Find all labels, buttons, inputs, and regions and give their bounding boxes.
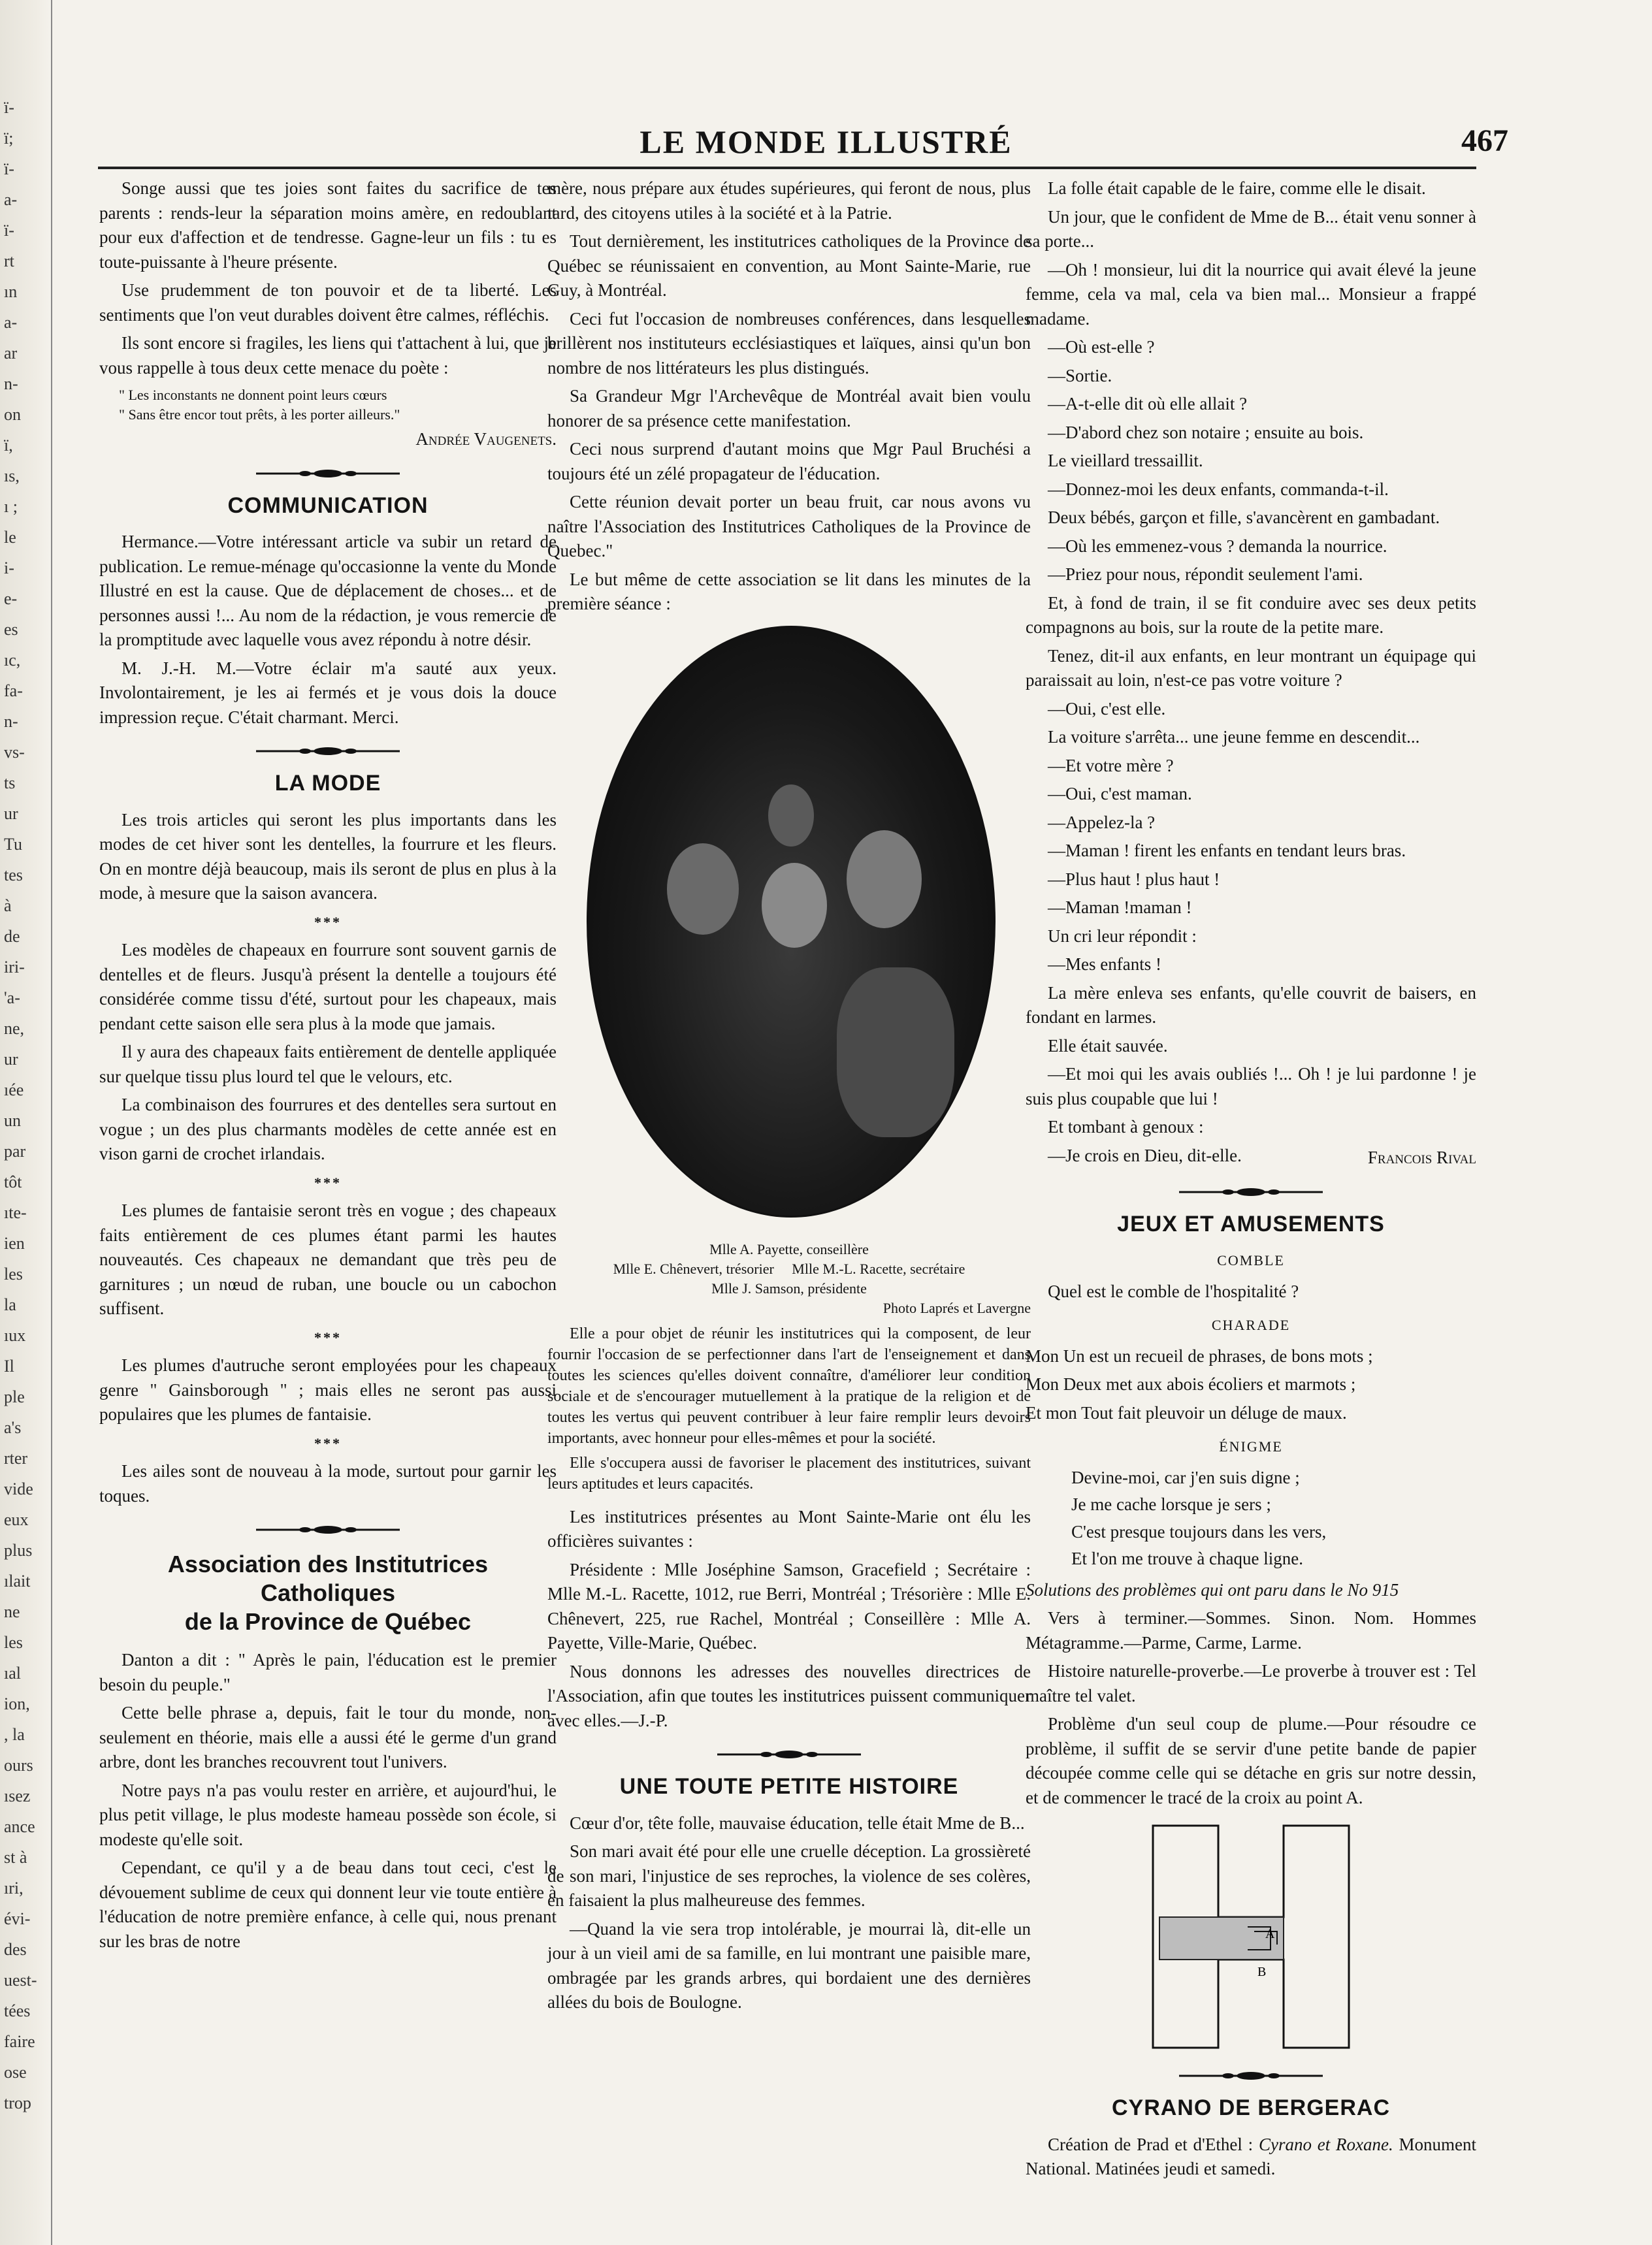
edge-fragment: ıs, [4,466,20,485]
section-title-jeux: JEUX ET AMUSEMENTS [1117,1211,1385,1236]
story-paragraph: —Où est-elle ? [1048,337,1155,357]
story-paragraph: —Où les emmenez-vous ? demanda la nourrice. [1048,536,1387,556]
ornament-divider [717,1750,861,1759]
group-photograph [551,626,1028,1233]
photo-credit: Photo Laprés et Lavergne [883,1299,1031,1316]
story-paragraph: Et tombant à genoux : [1048,1117,1204,1137]
story-paragraph: La voiture s'arrêta... une jeune femme en descendit... [1048,727,1420,747]
edge-fragment: ıte- [4,1203,27,1222]
edge-fragment: Il [4,1357,14,1376]
paragraph: Ceci fut l'occasion de nombreuses conférences, dans lesquelles brillèrent nos instituteurs ecclésiastiques et laïques, ainsi qu'un bon nombre de nos littérateurs les plus distingués. [547,308,1031,378]
caption-line: Mlle A. Payette, conseillère [709,1240,869,1257]
ornament-divider [256,1525,400,1534]
edge-fragment: les [4,1633,23,1652]
paragraph: —Quand la vie sera trop intolérable, je mourrai là, dit-elle un jour à un vieil ami de sa famille, en lui montrant une paisible mare, ombragée par les grands arbres, qui bordaient une des dernières allées du bois de Boulogne. [547,1918,1031,2012]
paragraph: Nous donnons les adresses des nouvelles directrices de l'Association, afin que toutes les institutrices puissent communiquer avec elles.—J.-P. [547,1661,1031,1730]
solutions-heading: Solutions des problèmes qui ont paru dans le No 915 [1026,1579,1399,1600]
edge-fragment: a- [4,313,18,332]
story-paragraph: Un jour, que le confident de Mme de B... était venu sonner à sa porte... [1026,206,1476,251]
ornament-divider [1179,2071,1323,2080]
paragraph: Danton a dit : " Après le pain, l'éducation est le premier besoin du peuple." [99,1650,557,1694]
edge-fragment: ıc, [4,651,21,670]
edge-fragment: eux [4,1510,29,1529]
verse-line: C'est presque toujours dans les vers, [1071,1521,1327,1542]
story-paragraph: —Donnez-moi les deux enfants, commanda-t-il. [1048,479,1389,499]
edge-fragment: ion, [4,1694,30,1713]
edge-fragment: ï- [4,98,14,117]
paragraph: mère, nous prépare aux études supérieures, qui feront de nous, plus tard, des citoyens utiles à la société et à la Patrie. [547,178,1031,223]
story-paragraph: —Maman ! firent les enfants en tendant leurs bras. [1048,841,1406,860]
caption-line: Mlle J. Samson, présidente [711,1280,867,1297]
edge-fragment: ien [4,1234,25,1253]
edge-fragment: tes [4,865,23,884]
paragraph: M. J.-H. M.—Votre éclair m'a sauté aux yeux. Involontairement, je les ai fermés et je vous dois la douce impression reçue. C'était charmant. Merci. [99,658,557,727]
paragraph: Vers à terminer.—Sommes. Sinon. Nom. Hommes Métagramme.—Parme, Carme, Larme. [1026,1608,1476,1653]
edge-fragment: vs- [4,743,25,762]
story-signature: Francois Rival [1367,1148,1476,1167]
cyrano-text-prefix: Création de Prad et d'Ethel : [1048,2134,1254,2154]
story-paragraph: Deux bébés, garçon et fille, s'avancèrent en gambadant. [1048,508,1440,527]
story-continuation [1026,176,1476,1168]
photo-caption [547,1240,1031,1318]
portrait-dress [837,967,954,1137]
paragraph: Cette belle phrase a, depuis, fait le tour du monde, non-seulement en théorie, mais elle a aussi été le germe d'un grand arbre, dont les branches recouvrent tout l'univers. [99,1703,557,1771]
edge-fragment: ıée [4,1080,24,1099]
edge-fragment: les [4,1265,23,1284]
paragraph: Sa Grandeur Mgr l'Archevêque de Montréal avait bien voulu honorer de sa présence cette manifestation. [547,386,1031,430]
edge-fragment: ts [4,773,16,792]
oval-photo-frame [587,626,996,1218]
edge-fragment: trop [4,2093,31,2112]
enigme-verse [1026,1466,1476,1572]
association-minutes [547,1323,1031,1494]
paragraph: Use prudemment de ton pouvoir et de ta liberté. Les sentiments que l'on veut durables doivent être calmes, réfléchis. [99,280,557,325]
verse-line: Mon Deux met aux abois écoliers et marmots ; [1026,1374,1356,1394]
section-title-association [99,1550,557,1636]
title-line: de la Province de Québec [184,1608,472,1635]
edge-fragment: tôt [4,1172,22,1191]
story-paragraph: La folle était capable de le faire, comme elle le disait. [1048,178,1426,198]
paragraph: Notre pays n'a pas voulu rester en arrière, et aujourd'hui, le plus petit village, le plus modeste hameau possède son école, si modeste qu'elle soit. [99,1780,557,1849]
charade-verse [1026,1344,1476,1426]
separator-stars: *** [314,1434,342,1451]
paragraph: Cependant, ce qu'il y a de beau dans tout ceci, c'est le dévouement sublime de ceux qui donnent leur vie toute entière à l'éducation de notre première enfance, à celle qui, nous prenant sur les bras de notre [99,1858,557,1951]
verse-line: Et l'on me trouve à chaque ligne. [1071,1549,1303,1568]
edge-fragment: a's [4,1418,22,1437]
edge-fragment: ısez [4,1786,31,1805]
section-title-histoire: UNE TOUTE PETITE HISTOIRE [619,1774,959,1799]
quote-line: " Les inconstants ne donnent point leurs cœurs [119,387,387,403]
story-paragraph: —Je crois en Dieu, dit-elle. [1048,1145,1242,1165]
separator-stars: *** [314,1174,342,1191]
edge-fragment: ne, [4,1019,25,1038]
column-1 [99,176,557,1958]
riddle-text: Quel est le comble de l'hospitalité ? [1048,1281,1299,1301]
edge-fragment: faire [4,2032,35,2051]
edge-fragment: ar [4,344,18,363]
quote-line: " Sans être encor tout prêts, à les porter ailleurs." [119,406,400,423]
adjacent-page-edge [0,0,52,2245]
edge-fragment: ple [4,1387,25,1406]
edge-fragment: a- [4,190,18,209]
paragraph: Son mari avait été pour elle une cruelle déception. La grossièreté de son mari, l'injustice de ses reproches, la violence de ses colères, en faisaient la plus malheureuse des femmes. [547,1841,1031,1910]
edge-fragment: on [4,405,21,424]
edge-fragment: i- [4,558,14,577]
edge-fragment: des [4,1940,27,1959]
story-paragraph: —Oh ! monsieur, lui dit la nourrice qui avait élevé la jeune femme, cela va mal, cela va bien mal... Monsieur a frappé madame. [1026,259,1476,329]
column-3 [1026,176,1476,2186]
page-number: 467 [1461,123,1508,158]
story-paragraph: —Mes enfants ! [1048,954,1161,974]
subhead-charade: CHARADE [1211,1317,1291,1333]
paragraph: Songe aussi que tes joies sont faites du sacrifice de tes parents : rends-leur la séparation moins amère, en redoublant pour eux d'affection et de tendresse. Gagne-leur un fils : tu es toute-puissante à l'heure présente. [99,178,557,272]
edge-fragment: le [4,528,16,547]
edge-fragment: ne [4,1602,20,1621]
edge-fragment: iri- [4,958,25,977]
edge-fragment: fa- [4,681,23,700]
story-paragraph: —Et moi qui les avais oubliés !... Oh ! je lui pardonne ! je suis plus coupable que lui ! [1026,1064,1476,1108]
edge-fragment: ıri, [4,1879,24,1898]
ornament-divider [1179,1187,1323,1197]
paragraph: Hermance.—Votre intéressant article va subir un retard de publication. Le remue-ménage qu'occasionne la vente du Monde Illustré en est la cause. Que de déplacement de choses... et de personnes aussi !... Au nom de la rédaction, je vous remercie de la promptitude avec laquelle vous avez répondu à notre désir. [99,532,557,649]
paragraph: Tout dernièrement, les institutrices catholiques de la Province de Québec se réunissaient en convention, au Mont Sainte-Marie, rue Guy, à Montréal. [547,231,1031,300]
paragraph: Elle a pour objet de réunir les institutrices qui la composent, de leur fournir l'occasion de se perfectionner dans l'art de l'enseignement et dans toutes les sciences qu'elles doivent connaître, d'améliorer leur condition sociale et de s'encourager mutuellement à la pratique de la religion et de toutes les vertus qui peuvent contribuer à leur faire remplir leurs devoirs importants, avec honneur pour elles-mêmes et pour la société. [547,1325,1031,1447]
masthead-title: LE MONDE ILLUSTRÉ [640,123,1012,160]
story-paragraph: Tenez, dit-il aux enfants, en leur montrant un équipage qui paraissait au loin, n'est-ce pas votre voiture ? [1026,645,1476,690]
edge-fragment: rt [4,251,14,270]
paragraph: Cœur d'or, tête folle, mauvaise éducation, telle était Mme de B... [570,1813,1025,1833]
edge-fragment: un [4,1111,21,1130]
cyrano-text [1026,2133,1476,2182]
story-paragraph: —Plus haut ! plus haut ! [1048,869,1220,889]
diagram-label-a: A [1265,1927,1275,1941]
cyrano-text-suffix: Monument National. Matinées jeudi et samedi. [1026,2134,1477,2178]
paragraph: Ceci nous surprend d'autant moins que Mgr Paul Bruchési a toujours été un zélé propagateur de l'éducation. [547,439,1031,483]
story-paragraph: Et, à fond de train, il se fit conduire avec ses deux petits compagnons au bois, sur la route de la petite mare. [1026,592,1476,637]
story-paragraph: —Sortie. [1048,365,1112,385]
edge-fragment: ours [4,1756,33,1775]
edge-fragment: uest- [4,1971,37,1990]
edge-fragment: ance [4,1817,35,1836]
edge-fragment: à [4,896,12,915]
paragraph: Elle s'occupera aussi de favoriser le placement des institutrices, suivant leurs aptitudes et leurs capacités. [547,1454,1031,1493]
story-paragraph: —A-t-elle dit où elle allait ? [1048,394,1248,413]
edge-fragment: rter [4,1449,28,1468]
edge-fragment: ı ; [4,497,18,516]
edge-fragment: n- [4,712,18,731]
paragraph: Les modèles de chapeaux en fourrure sont souvent garnis de dentelles et de fleurs. Jusqu'à présent la dentelle a toujours été considérée comme tissu d'été, surtout pour les chapeaux, mais pendant cette saison elle sera plus à la mode que jamais. [99,940,557,1033]
edge-fragment: ur [4,804,18,823]
intro-text [99,176,557,380]
portrait-face [768,784,814,847]
paragraph: Les plumes d'autruche seront employées pour les chapeaux genre " Gainsborough " ; mais elles ne seront pas aussi populaires que les plumes de fantaisie. [99,1355,557,1424]
subhead-enigme: ÉNIGME [1219,1438,1283,1455]
edge-fragment: ï, [4,436,13,455]
verse-line: Et mon Tout fait pleuvoir un déluge de maux. [1026,1402,1347,1423]
ornament-divider [256,469,400,478]
edge-fragment: e- [4,589,18,608]
verse-line: Je me cache lorsque je sers ; [1071,1494,1271,1514]
story-paragraph: —Oui, c'est maman. [1048,784,1192,803]
paragraph: Les trois articles qui seront les plus importants dans les modes de cet hiver sont les dentelles, la fourrure et les fleurs. On en montre déjà beaucoup, mais ils seront de plus en plus à la mode, à mesure que la saison avancera. [99,809,557,903]
story-paragraph: —Maman !maman ! [1048,897,1192,917]
edge-fragment: ılait [4,1572,31,1591]
story-paragraph: —Oui, c'est elle. [1048,698,1166,719]
story-paragraph: —Priez pour nous, répondit seulement l'ami. [1048,564,1363,584]
edge-fragment: Tu [4,835,22,854]
edge-fragment: st à [4,1848,27,1867]
edge-fragment: 'a- [4,988,20,1007]
story-paragraph: Le vieillard tressaillit. [1048,451,1203,470]
title-line: Association des Institutrices Catholiques [167,1551,489,1606]
ornament-divider [256,747,400,756]
story-paragraph: La mère enleva ses enfants, qu'elle couvrit de baisers, en fondant en larmes. [1026,982,1476,1027]
story-paragraph: Un cri leur répondit : [1048,926,1197,946]
portrait-face [667,843,739,935]
column-2 [547,176,1031,2019]
puzzle-h-diagram [1140,1819,1362,2054]
paragraph: Cette réunion devait porter un beau fruit, car nous avons vu naître l'Association des Institutrices Catholiques de la Province de Quebec." [547,492,1031,560]
edge-fragment: de [4,927,20,946]
portrait-face [847,830,922,928]
edge-fragment: ıux [4,1326,26,1345]
edge-fragment: évi- [4,1909,31,1928]
edge-fragment: n- [4,374,18,393]
edge-fragment: par [4,1142,26,1161]
paragraph: Les plumes de fantaisie seront très en vogue ; des chapeaux faits entièrement de ces plumes étant parmi les hautes nouveautés. Ces chapeaux ne demandant que très peu de garnitures ; un nœud de ruban, une boucle ou un cabochon suffisent. [99,1201,557,1318]
edge-fragment: ıal [4,1664,21,1683]
edge-fragment: tées [4,2001,31,2020]
story-paragraph: —D'abord chez son notaire ; ensuite au bois. [1048,422,1364,442]
edge-fragment: ï; [4,129,14,148]
subhead-comble: COMBLE [1217,1252,1285,1268]
paragraph: Présidente : Mlle Joséphine Samson, Gracefield ; Secrétaire : Mlle M.-L. Racette, 1012, rue Berri, Montréal ; Trésorière : Mlle E. Chênevert, 225, rue Rachel, Montréal ; Conseillère : Mlle A. Payette, Ville-Marie, Québec. [547,1559,1031,1653]
diagram-label-b: B [1257,1965,1267,1979]
edge-fragment: vide [4,1479,33,1498]
paragraph: Les ailes sont de nouveau à la mode, surtout pour garnir les toques. [99,1461,557,1506]
story-paragraph: —Et votre mère ? [1048,755,1174,775]
caption-line: Mlle E. Chênevert, trésorier Mlle M.-L. Racette, secrétaire [613,1260,965,1277]
edge-fragment: ï- [4,221,14,240]
separator-stars: *** [314,1329,342,1346]
edge-fragment: ur [4,1050,18,1069]
edge-fragment: es [4,620,18,639]
paragraph: Les institutrices présentes au Mont Sainte-Marie ont élu les officières suivantes : [547,1506,1031,1551]
edge-fragment: , la [4,1725,25,1744]
edge-fragment: ose [4,2063,27,2082]
paragraph: Problème d'un seul coup de plume.—Pour résoudre ce problème, il suffit de se servir d'une petite bande de papier découpée comme celle qui se détache en gris sur notre dessin, et de commencer le tracé de la croix au point A. [1026,1714,1476,1807]
paragraph: Histoire naturelle-proverbe.—Le proverbe à trouver est : Tel maître tel valet. [1026,1661,1476,1705]
verse-line: Mon Un est un recueil de phrases, de bons mots ; [1026,1346,1373,1366]
paragraph: Il y aura des chapeaux faits entièrement de dentelle appliquée sur quelque tissu plus lourd tel que le velours, etc. [99,1042,557,1086]
paragraph: La combinaison des fourrures et des dentelles sera surtout en vogue ; un des plus charmants modèles de cette année est en vison garni de crochet irlandais. [99,1095,557,1163]
section-title-mode: LA MODE [274,771,381,796]
edge-fragment: la [4,1295,16,1314]
edge-fragment: plus [4,1541,33,1560]
section-title-communication: COMMUNICATION [227,493,429,518]
paragraph: Ils sont encore si fragiles, les liens qui t'attachent à lui, que je vous rappelle à tous deux cette menace du poète : [99,333,557,378]
poem-quote [119,385,557,425]
portrait-face [762,863,827,948]
story-paragraph: —Appelez-la ? [1048,812,1156,832]
section-title-cyrano: CYRANO DE BERGERAC [1111,2095,1391,2120]
cyrano-play-title: Cyrano et Roxane. [1258,2134,1393,2154]
header-rule [98,167,1476,169]
paragraph: Le but même de cette association se lit dans les minutes de la première séance : [547,569,1031,613]
story-paragraph: Elle était sauvée. [1048,1035,1168,1056]
edge-fragment: ın [4,282,18,301]
separator-stars: *** [314,913,342,930]
verse-line: Devine-moi, car j'en suis digne ; [1071,1467,1300,1487]
edge-fragment: ï- [4,159,14,178]
author-signature: Andrée Vaugenets. [415,429,557,449]
